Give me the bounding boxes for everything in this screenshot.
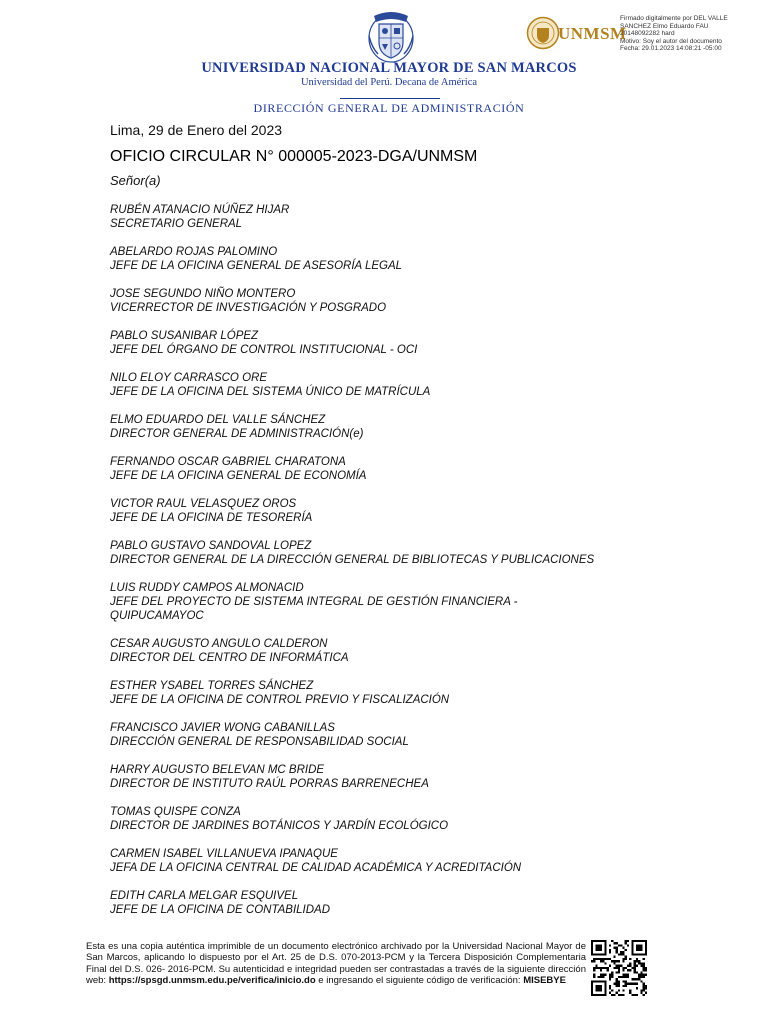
recipient-role: DIRECCIÓN GENERAL DE RESPONSABILIDAD SOCIAL xyxy=(110,736,409,749)
signature-line: Motivo: Soy el autor del documento xyxy=(620,37,722,45)
digital-signature-text xyxy=(620,15,760,53)
authenticity-notice xyxy=(86,941,586,987)
recipient-role: JEFE DE LA OFICINA GENERAL DE ASESORÍA LEGAL xyxy=(110,260,403,273)
recipient-role: DIRECTOR DE JARDINES BOTÁNICOS Y JARDÍN ECOLÓGICO xyxy=(110,820,449,833)
verification-code: MISEBYE xyxy=(523,975,566,987)
signature-line: 20148092282 hard xyxy=(620,30,675,37)
recipient-role: JEFE DE LA OFICINA DEL SISTEMA ÚNICO DE MATRÍCULA xyxy=(110,386,431,399)
recipient-name: CARMEN ISABEL VILLANUEVA IPANAQUE xyxy=(110,848,338,861)
signature-line: SANCHEZ Elmo Eduardo FAU xyxy=(620,22,709,30)
recipient-entry xyxy=(110,245,710,274)
recipient-name: TOMAS QUISPE CONZA xyxy=(110,806,241,819)
recipient-name: HARRY AUGUSTO BELEVAN MC BRIDE xyxy=(110,764,325,777)
recipient-role: JEFE DE LA OFICINA DE TESORERÍA xyxy=(110,512,313,525)
university-crest-icon xyxy=(366,8,416,64)
recipient-name: FRANCISCO JAVIER WONG CABANILLAS xyxy=(110,722,335,735)
recipient-entry xyxy=(110,497,710,526)
recipient-entry xyxy=(110,287,710,316)
recipient-role: JEFE DE LA OFICINA DE CONTROL PREVIO Y FISCALIZACIÓN xyxy=(110,694,450,707)
verification-link[interactable]: https://spsgd.unmsm.edu.pe/verifica/inicio.do xyxy=(108,975,316,987)
recipient-role: JEFA DE LA OFICINA CENTRAL DE CALIDAD ACADÉMICA Y ACREDITACIÓN xyxy=(110,862,522,875)
unmsm-seal-icon xyxy=(526,16,560,50)
recipient-entry xyxy=(110,805,710,834)
recipient-entry xyxy=(110,679,710,708)
recipient-name: ESTHER YSABEL TORRES SÁNCHEZ xyxy=(110,680,314,693)
recipient-entry xyxy=(110,455,710,484)
recipient-entry xyxy=(110,637,710,666)
recipient-role: JEFE DE LA OFICINA DE CONTABILIDAD xyxy=(110,904,331,917)
recipient-entry xyxy=(110,721,710,750)
recipient-name: PABLO GUSTAVO SANDOVAL LOPEZ xyxy=(110,539,312,552)
recipient-entry xyxy=(110,329,710,358)
recipient-role: DIRECTOR GENERAL DE LA DIRECCIÓN GENERAL DE BIBLIOTECAS Y PUBLICACIONES xyxy=(110,554,595,567)
university-name: UNIVERSIDAD NACIONAL MAYOR DE SAN MARCOS xyxy=(201,60,577,76)
recipient-entry xyxy=(110,581,710,624)
recipient-role: DIRECTOR GENERAL DE ADMINISTRACIÓN(e) xyxy=(110,428,364,441)
recipient-name: JOSE SEGUNDO NIÑO MONTERO xyxy=(110,287,296,300)
recipient-entry xyxy=(110,413,710,442)
recipient-list xyxy=(110,203,710,931)
qr-code-icon xyxy=(591,940,647,996)
recipient-role: SECRETARIO GENERAL xyxy=(110,218,243,231)
recipient-role: VICERRECTOR DE INVESTIGACIÓN Y POSGRADO xyxy=(110,302,387,315)
recipient-name: FERNANDO OSCAR GABRIEL CHARATONA xyxy=(110,455,346,468)
footer-text: Esta es una copia auténtica imprimible de un documento electrónico archivado por la Universidad Nacional Mayor de San Marcos, aplicando lo dispuesto por el Art. 25 de D.S. 070-2013-PCM y la Tercera Disposición Complementaria Final del D.S. 026- 2016-PCM. Su autenticidad e integridad pueden ser contrastadas a través de la siguiente dirección web: xyxy=(86,941,586,987)
recipient-role: JEFE DEL PROYECTO DE SISTEMA INTEGRAL DE GESTIÓN FINANCIERA - QUIPUCAMAYOC xyxy=(110,596,518,623)
recipient-name: ELMO EDUARDO DEL VALLE SÁNCHEZ xyxy=(110,413,326,426)
recipient-entry xyxy=(110,539,710,568)
recipient-name: LUIS RUDDY CAMPOS ALMONACID xyxy=(110,581,304,594)
signature-line: Firmado digitalmente por DEL VALLE xyxy=(620,15,728,22)
recipient-name: EDITH CARLA MELGAR ESQUIVEL xyxy=(110,890,299,903)
recipient-entry xyxy=(110,889,710,918)
recipient-role: JEFE DE LA OFICINA GENERAL DE ECONOMÍA xyxy=(110,470,367,483)
recipient-role: DIRECTOR DEL CENTRO DE INFORMÁTICA xyxy=(110,652,349,665)
document-title: OFICIO CIRCULAR N° 000005-2023-DGA/UNMSM xyxy=(110,148,478,165)
recipient-name: VICTOR RAUL VELASQUEZ OROS xyxy=(110,497,297,510)
salutation: Señor(a) xyxy=(110,173,161,188)
recipient-name: NILO ELOY CARRASCO ORE xyxy=(110,371,267,384)
signature-brand: UNMSM xyxy=(558,24,627,43)
signature-line: Fecha: 29.01.2023 14:08:21 -05:00 xyxy=(620,45,722,52)
letter-date: Lima, 29 de Enero del 2023 xyxy=(110,122,283,138)
recipient-role: JEFE DEL ÓRGANO DE CONTROL INSTITUCIONAL - OCI xyxy=(110,344,418,357)
recipient-entry xyxy=(110,763,710,792)
recipient-entry xyxy=(110,203,710,232)
recipient-name: PABLO SUSANIBAR LÓPEZ xyxy=(110,329,259,342)
footer-text-after-url: e ingresando el siguiente código de verificación: xyxy=(318,975,521,987)
recipient-role: DIRECTOR DE INSTITUTO RAÚL PORRAS BARRENECHEA xyxy=(110,778,429,791)
department-name: DIRECCIÓN GENERAL DE ADMINISTRACIÓN xyxy=(253,101,525,115)
university-subtitle: Universidad del Perú. Decana de América xyxy=(300,77,478,88)
recipient-entry xyxy=(110,371,710,400)
recipient-entry xyxy=(110,847,710,876)
recipient-name: CESAR AUGUSTO ANGULO CALDERON xyxy=(110,638,328,651)
header-divider xyxy=(340,98,440,99)
recipient-name: RUBÉN ATANACIO NÚÑEZ HIJAR xyxy=(110,204,290,216)
recipient-name: ABELARDO ROJAS PALOMINO xyxy=(110,245,278,258)
